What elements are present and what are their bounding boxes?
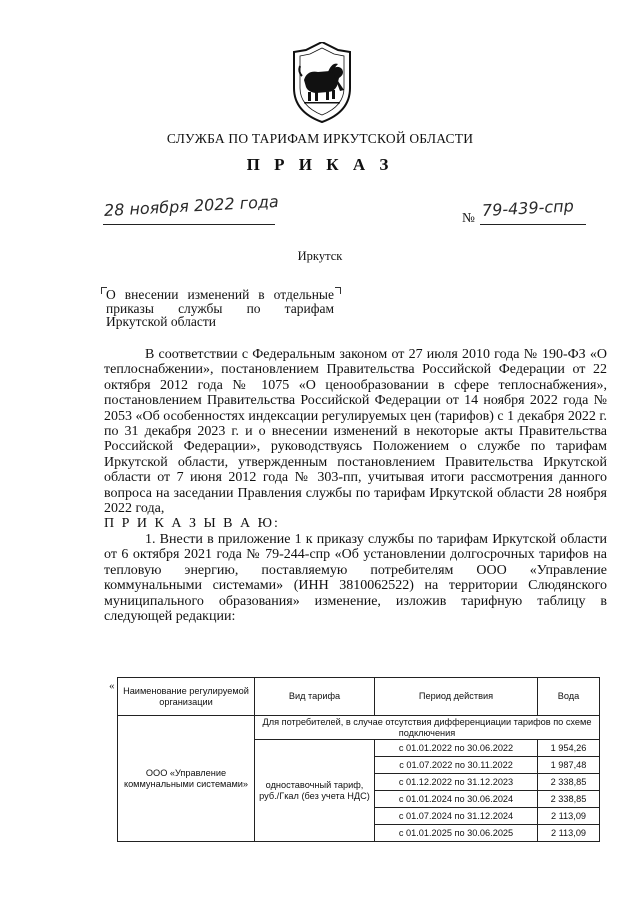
decree-word: П Р И К А З Ы В А Ю: (104, 516, 280, 532)
value-cell: 2 113,09 (538, 808, 600, 825)
number-label: № (462, 210, 475, 225)
value-cell: 1 954,26 (538, 740, 600, 757)
period-cell: с 01.12.2022 по 31.12.2023 (375, 774, 538, 791)
subject-heading: О внесении изменений в отдельные приказы службы по тарифам Иркутской области (106, 287, 334, 329)
item-1-paragraph: 1. Внести в приложение 1 к приказу службы по тарифам Иркутской области от 6 октября 2021 года № 79-244-спр «Об установлении долгосрочных тарифов на тепловую энергию, поставляемую потребителям ООО «Управление коммунальными системами» (ИНН 3810062522) на территории Слюдянского муниципального образования» изменение, изложив тарифную таблицу в следующей редакции: (104, 531, 607, 624)
preamble-paragraph: В соответствии с Федеральным законом от 27 июля 2010 года № 190-ФЗ «О теплоснабжении», постановлением Правительства Российской Федерации от 22 октября 2012 года № 1075 «О ценообразовании в сфере теплоснабжения», постановлением Правительства Российской Федерации от 14 ноября 2022 года № 2053 «Об особенностях индексации регулируемых цен (тарифов) с 1 декабря 2022 г. по 31 декабря 2023 г. и о внесении изменений в некоторые акты Правительства Российской Федерации», руководствуясь Положением о службе по тарифам Иркутской области, утвержденным постановлением Правительства Иркутской области от 7 июня 2012 года № 303-пп, учитывая итоги рассмотрения данного вопроса на заседании Правления службы по тарифам Иркутской области 28 ноября 2022 года, (104, 347, 607, 517)
handwritten-date: 28 ноября 2022 года (103, 191, 280, 220)
value-cell: 2 113,09 (538, 825, 600, 842)
header-water: Вода (538, 678, 600, 716)
table-header-row (118, 678, 600, 716)
table-open-quote: « (109, 680, 115, 692)
date-underline (103, 224, 275, 225)
agency-name: СЛУЖБА ПО ТАРИФАМ ИРКУТСКОЙ ОБЛАСТИ (166, 131, 474, 146)
period-cell: с 01.01.2022 по 30.06.2022 (375, 740, 538, 757)
tariff-table (117, 677, 600, 842)
period-cell: с 01.01.2025 по 30.06.2025 (375, 825, 538, 842)
city-name: Иркутск (297, 249, 343, 263)
header-period: Период действия (375, 678, 538, 716)
period-cell: с 01.07.2022 по 30.11.2022 (375, 757, 538, 774)
consumers-note-cell: Для потребителей, в случае отсутствия дифференциации тарифов по схеме подключения (255, 716, 600, 740)
tariff-type-cell: одноставочный тариф, руб./Гкал (без учета НДС) (255, 740, 375, 842)
handwritten-number: 79-439-спр (481, 196, 575, 220)
org-name-cell: ООО «Управление коммунальными системами» (118, 716, 255, 842)
table-row (118, 716, 600, 740)
document-body (104, 347, 607, 624)
subject-corner-right (335, 287, 341, 294)
value-cell: 2 338,85 (538, 774, 600, 791)
period-cell: с 01.01.2024 по 30.06.2024 (375, 791, 538, 808)
period-cell: с 01.07.2024 по 31.12.2024 (375, 808, 538, 825)
coat-of-arms-emblem (290, 42, 354, 124)
header-tariff-type: Вид тарифа (255, 678, 375, 716)
value-cell: 2 338,85 (538, 791, 600, 808)
value-cell: 1 987,48 (538, 757, 600, 774)
document-type-title: П Р И К А З (246, 155, 394, 174)
number-underline (480, 224, 586, 225)
header-org: Наименование регулируемой организации (118, 678, 255, 716)
